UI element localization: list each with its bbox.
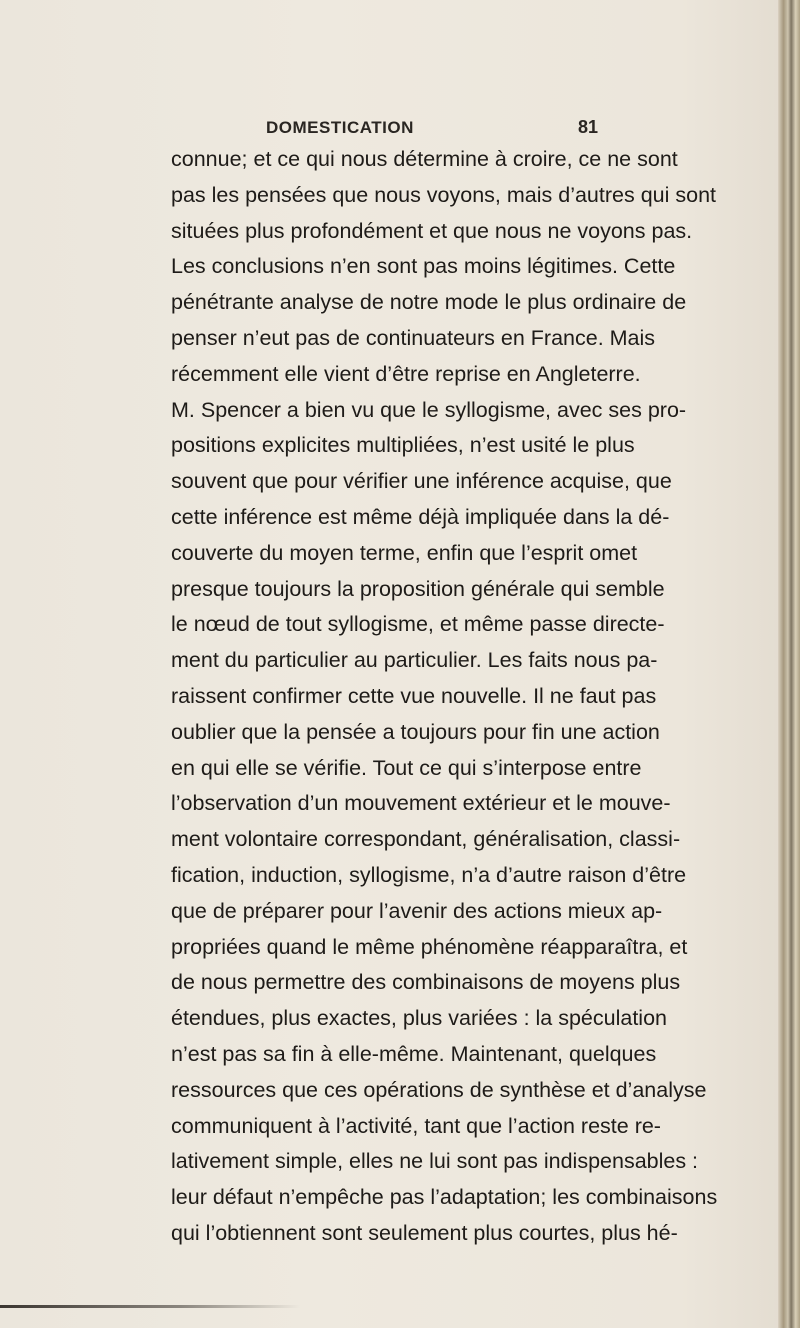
text-line: propriées quand le même phénomène réapparaîtra, et [171,934,688,959]
text-line: de nous permettre des combinaisons de moyens plus [171,970,681,995]
text-line: ment volontaire correspondant, généralisation, classi- [171,827,681,852]
page-number: 81 [577,117,598,137]
text-line: cette inférence est même déjà impliquée dans la dé- [171,504,670,529]
book-spine-edge [778,0,800,1328]
text-line: penser n’eut pas de continuateurs en France. Mais [171,325,656,350]
text-line: en qui elle se vérifie. Tout ce qui s’interpose entre [171,755,642,780]
page-bottom-shadow [0,1305,300,1308]
text-line: étendues, plus exactes, plus variées : la spéculation [171,1006,667,1031]
text-line: oublier que la pensée a toujours pour fin une action [171,719,660,744]
text-line: presque toujours la proposition générale qui semble [171,576,665,601]
text-line: ment du particulier au particulier. Les faits nous pa- [171,648,658,673]
text-line: situées plus profondément et que nous ne voyons pas. [171,218,693,243]
running-title: DOMESTICATION [266,118,414,137]
text-line: positions explicites multipliées, n’est usité le plus [171,433,635,458]
text-line: le nœud de tout syllogisme, et même passe directe- [171,612,665,637]
text-line: communiquent à l’activité, tant que l’action reste re- [171,1113,661,1138]
text-line: raissent confirmer cette vue nouvelle. Il ne faut pas [171,683,657,708]
text-line: ressources que ces opérations de synthèse et d’analyse [171,1077,707,1102]
text-line: l’observation d’un mouvement extérieur et le mouve- [171,791,671,816]
text-line: pénétrante analyse de notre mode le plus ordinaire de [171,290,687,315]
text-line: lativement simple, elles ne lui sont pas indispensables : [171,1149,699,1174]
text-line: souvent que pour vérifier une inférence acquise, que [171,469,672,494]
text-line: que de préparer pour l’avenir des actions mieux ap- [171,898,663,923]
text-line: couverte du moyen terme, enfin que l’esprit omet [171,540,638,565]
text-line: leur défaut n’empêche pas l’adaptation; les combinaisons [171,1185,718,1210]
text-line: pas les pensées que nous voyons, mais d’autres qui sont [171,182,716,207]
running-head [171,118,598,140]
body-text [171,142,718,1252]
text-line: n’est pas sa fin à elle-même. Maintenant, quelques [171,1041,657,1066]
text-line: récemment elle vient d’être reprise en Angleterre. [171,361,641,386]
text-line: Les conclusions n’en sont pas moins légitimes. Cette [171,254,676,279]
text-line: qui l’obtiennent sont seulement plus courtes, plus hé- [171,1220,678,1245]
text-line: fication, induction, syllogisme, n’a d’autre raison d’être [171,862,687,887]
text-line: M. Spencer a bien vu que le syllogisme, avec ses pro- [171,397,687,422]
text-line: connue; et ce qui nous détermine à croire, ce ne sont [171,147,678,171]
